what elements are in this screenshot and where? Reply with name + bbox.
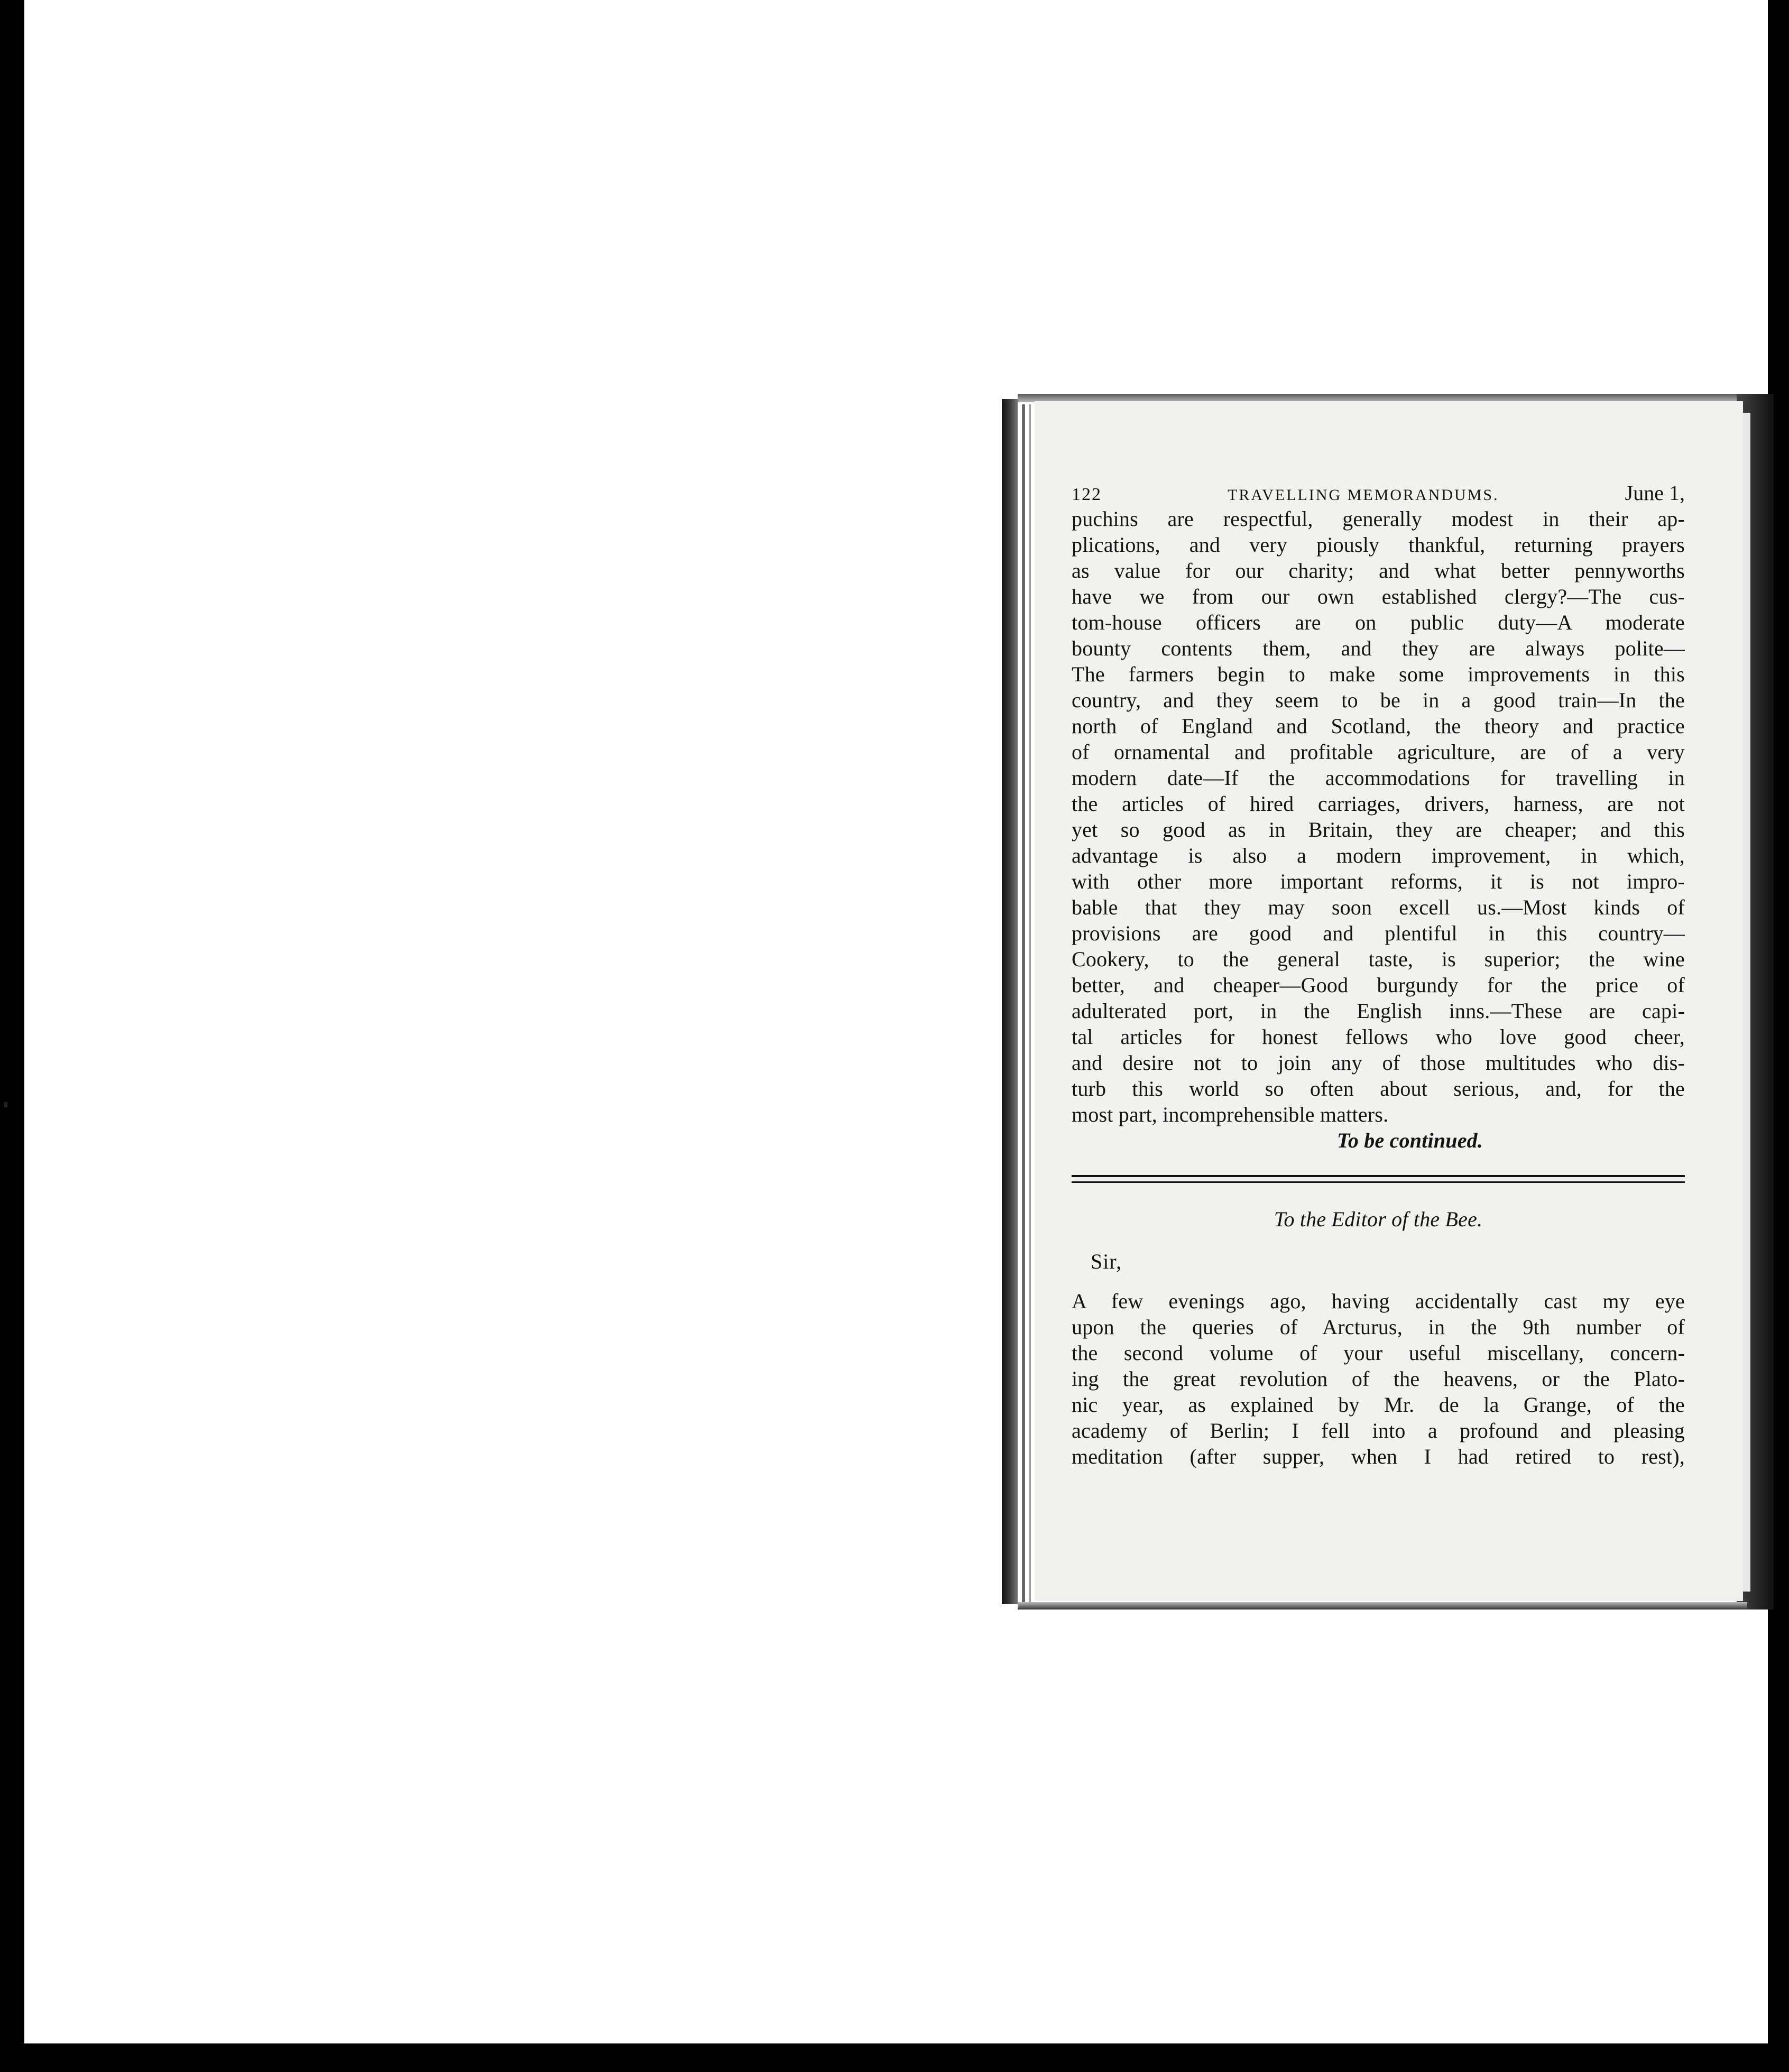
text-line: yet so good as in Britain, they are cheaper; and this — [1072, 818, 1685, 841]
text-line: advantage is also a modern improvement, in which, — [1072, 844, 1685, 867]
running-head — [1072, 482, 1685, 505]
text-line: plications, and very piously thankful, returning prayers — [1072, 533, 1685, 557]
text-line: nic year, as explained by Mr. de la Grange, of the — [1072, 1393, 1685, 1417]
scan-speck — [4, 1102, 7, 1107]
text-line: as value for our charity; and what better pennyworths — [1072, 559, 1685, 582]
running-date: June 1, — [1625, 481, 1685, 505]
book — [1002, 394, 1774, 1610]
letter-body — [1072, 1288, 1685, 1469]
text-line: better, and cheaper—Good burgundy for the price of — [1072, 973, 1685, 997]
double-rule — [1072, 1175, 1685, 1183]
text-line: meditation (after supper, when I had retired to rest), — [1072, 1445, 1685, 1468]
salutation: Sir, — [1091, 1250, 1122, 1273]
text-line: bable that they may soon excell us.—Most kinds of — [1072, 895, 1685, 919]
text-line: Cookery, to the general taste, is superior; the wine — [1072, 947, 1685, 971]
scan-left-border — [0, 0, 24, 2072]
text-line: country, and they seem to be in a good train—In the — [1072, 688, 1685, 712]
article-body — [1072, 506, 1685, 1127]
text-line: academy of Berlin; I fell into a profound and pleasing — [1072, 1419, 1685, 1442]
text-line: north of England and Scotland, the theory and practice — [1072, 714, 1685, 738]
scan-bottom-border — [0, 2043, 1789, 2072]
running-title: TRAVELLING MEMORANDUMS. — [1228, 486, 1499, 504]
text-line: upon the queries of Arcturus, in the 9th number of — [1072, 1315, 1685, 1339]
text-line: puchins are respectful, generally modest in their ap- — [1072, 507, 1685, 531]
book-spine — [1002, 399, 1018, 1604]
text-line: most part, incomprehensible matters. — [1072, 1103, 1389, 1126]
section-rule — [1072, 1168, 1685, 1196]
book-bottom-edge — [1018, 1602, 1747, 1610]
text-line: ing the great revolution of the heavens, or the Plato- — [1072, 1367, 1685, 1391]
text-line: provisions are good and plentiful in this country— — [1072, 921, 1685, 945]
book-gutter-line — [1029, 404, 1031, 1604]
text-line: of ornamental and profitable agriculture, are of a very — [1072, 740, 1685, 764]
text-line: the articles of hired carriages, drivers, harness, are not — [1072, 792, 1685, 816]
text-line: adulterated port, in the English inns.—These are capi- — [1072, 999, 1685, 1023]
text-line: have we from our own established clergy?—The cus- — [1072, 585, 1685, 608]
text-line: turb this world so often about serious, and, for the — [1072, 1077, 1685, 1100]
text-line: and desire not to join any of those multitudes who dis- — [1072, 1051, 1685, 1075]
text-line: The farmers begin to make some improvements in this — [1072, 662, 1685, 686]
page-text — [1072, 482, 1685, 1469]
text-line: tal articles for honest fellows who love good cheer, — [1072, 1025, 1685, 1049]
text-line: tom-house officers are on public duty—A moderate — [1072, 610, 1685, 634]
book-page — [1035, 401, 1743, 1601]
to-be-continued: To be continued. — [1336, 1128, 1483, 1152]
text-line: with other more important reforms, it is not impro- — [1072, 870, 1685, 893]
page-number: 122 — [1072, 485, 1102, 504]
letter-heading: To the Editor of the Bee. — [1274, 1207, 1483, 1231]
text-line: bounty contents them, and they are always polite— — [1072, 636, 1685, 660]
text-line: the second volume of your useful miscellany, concern- — [1072, 1341, 1685, 1365]
book-gutter-line — [1022, 404, 1025, 1604]
text-line: modern date—If the accommodations for travelling in — [1072, 766, 1685, 790]
text-line: A few evenings ago, having accidentally cast my eye — [1072, 1289, 1685, 1313]
